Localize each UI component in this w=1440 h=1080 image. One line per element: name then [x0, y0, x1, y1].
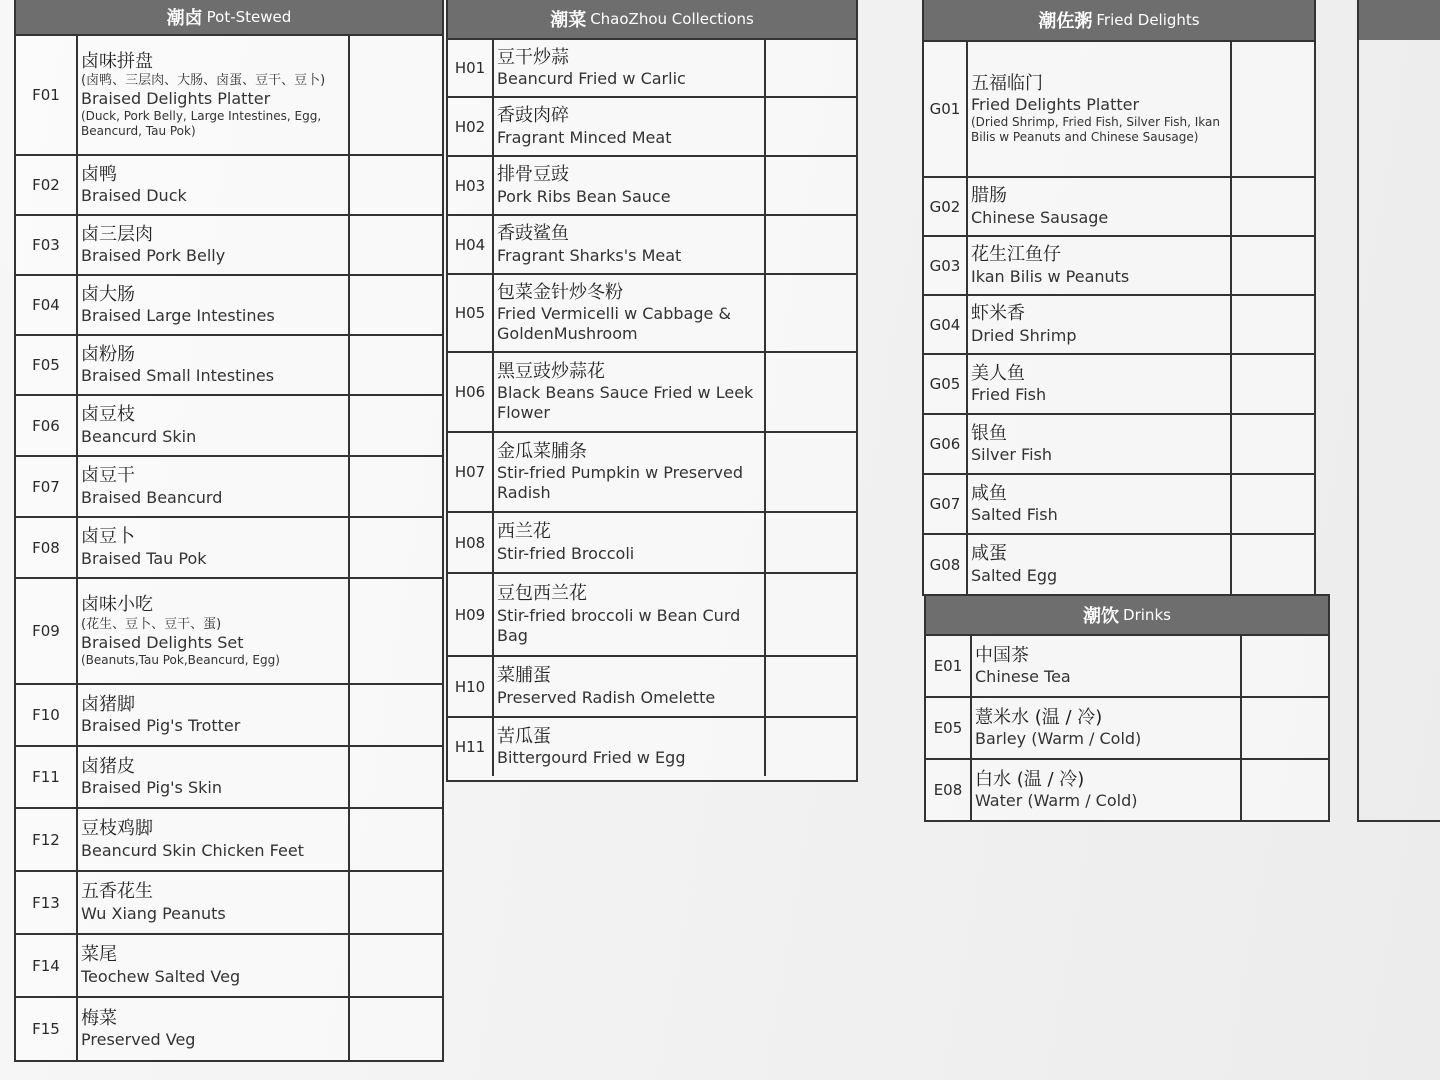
list-item: [448, 351, 856, 431]
item-name-en: Fried Delights Platter: [971, 95, 1140, 115]
section-chaozhou: [446, 0, 858, 782]
item-detail-en: (Beanuts,Tau Pok,Beancurd, Egg): [81, 652, 280, 667]
item-description: [494, 98, 766, 155]
item-name-en: Beancurd Skin: [81, 426, 197, 446]
item-description: [972, 760, 1242, 820]
list-item: [924, 235, 1314, 294]
item-name-en-line2: Radish: [497, 483, 551, 503]
item-code: H04: [448, 216, 494, 273]
quantity-box[interactable]: [350, 579, 442, 683]
item-detail-en: (Duck, Pork Belly, Large Intestines, Egg, Beancurd, Tau Pok): [81, 109, 322, 139]
item-name-zh: 卤三层肉: [81, 223, 153, 245]
list-item: [16, 683, 442, 745]
item-description: [494, 40, 766, 96]
item-name-en-line2: Flower: [497, 403, 550, 423]
section-header-en: Drinks: [1123, 606, 1171, 624]
item-description: [78, 457, 350, 516]
item-description: [78, 518, 350, 577]
item-name-zh: 五福临门: [971, 72, 1043, 94]
quantity-box[interactable]: [766, 718, 856, 776]
section-header: [926, 596, 1328, 634]
item-name-en: Braised Delights Set: [81, 632, 244, 652]
item-code: F05: [16, 336, 78, 394]
list-item: [448, 431, 856, 511]
item-description: [968, 415, 1232, 473]
section-header-en: ChaoZhou Collections: [590, 10, 754, 28]
item-name-zh: 卤豆枝: [81, 404, 135, 426]
item-code: F11: [16, 747, 78, 807]
quantity-box[interactable]: [350, 396, 442, 455]
quantity-box[interactable]: [350, 457, 442, 516]
item-code: G08: [924, 535, 968, 594]
item-name-zh: 卤豆干: [81, 465, 135, 487]
item-description: [494, 513, 766, 572]
quantity-box[interactable]: [766, 353, 856, 431]
section-header-zh: 潮卤: [166, 8, 203, 29]
list-item: [448, 572, 856, 655]
item-name-en: Stir-fried Broccoli: [497, 543, 635, 563]
item-name-en: Fragrant Minced Meat: [497, 127, 672, 147]
item-name-en: Braised Pig's Trotter: [81, 716, 241, 736]
quantity-box[interactable]: [350, 935, 442, 996]
list-item: [926, 696, 1328, 758]
list-item: [448, 511, 856, 572]
item-name-en: Water (Warm / Cold): [975, 791, 1138, 811]
quantity-box[interactable]: [350, 872, 442, 933]
quantity-box[interactable]: [1232, 237, 1314, 294]
section-fried-delights: [922, 0, 1316, 596]
item-name-zh: 卤猪脚: [81, 693, 135, 715]
item-description: [78, 747, 350, 807]
list-item: [448, 155, 856, 214]
list-item: [16, 455, 442, 516]
quantity-box[interactable]: [1242, 636, 1328, 696]
list-item: [16, 334, 442, 394]
quantity-box[interactable]: [766, 98, 856, 155]
quantity-box[interactable]: [1242, 760, 1328, 820]
section-header-en: Fried Delights: [1096, 11, 1200, 29]
list-item: [16, 214, 442, 274]
item-name-en: Pork Ribs Bean Sauce: [497, 186, 671, 206]
item-name-en: Dried Shrimp: [971, 325, 1077, 345]
item-code: F04: [16, 276, 78, 334]
section-header: [1359, 0, 1440, 40]
item-code: F03: [16, 216, 78, 274]
item-name-zh: 黑豆豉炒蒜花: [497, 360, 605, 382]
item-name-zh: 薏米水 (温 / 冷): [975, 706, 1103, 728]
quantity-box[interactable]: [1232, 355, 1314, 413]
item-description: [78, 998, 350, 1060]
list-item: [448, 96, 856, 155]
item-name-en: Braised Pork Belly: [81, 246, 226, 266]
list-item: [448, 273, 856, 351]
item-description: [968, 296, 1232, 353]
quantity-box[interactable]: [766, 574, 856, 655]
item-name-en: Braised Duck: [81, 186, 187, 206]
item-name-en: Beancurd Skin Chicken Feet: [81, 840, 304, 860]
list-item: [924, 413, 1314, 473]
list-item: [16, 933, 442, 996]
item-name-en: Barley (Warm / Cold): [975, 729, 1142, 749]
section-header: [16, 0, 442, 34]
quantity-box[interactable]: [1232, 535, 1314, 594]
item-name-zh: 香豉肉碎: [497, 105, 569, 127]
item-name-en: Fragrant Sharks's Meat: [497, 245, 682, 265]
section-header: [448, 0, 856, 38]
item-name-zh: 花生江鱼仔: [971, 244, 1061, 266]
item-description: [494, 353, 766, 431]
item-description: [78, 396, 350, 455]
item-detail-zh: (花生、豆卜、豆干、蛋): [81, 616, 222, 632]
item-code: H05: [448, 275, 494, 351]
item-description: [968, 237, 1232, 294]
quantity-box[interactable]: [766, 657, 856, 716]
item-name-en: Beancurd Fried w Carlic: [497, 69, 686, 89]
quantity-box[interactable]: [1232, 42, 1314, 176]
item-name-en: Chinese Sausage: [971, 207, 1109, 227]
item-name-en: Ikan Bilis w Peanuts: [971, 266, 1130, 286]
list-item: [16, 394, 442, 455]
item-name-en: Wu Xiang Peanuts: [81, 903, 226, 923]
item-code: F14: [16, 935, 78, 996]
quantity-box[interactable]: [766, 275, 856, 351]
list-item: [924, 353, 1314, 413]
list-item: [16, 577, 442, 683]
item-name-en: Bittergourd Fried w Egg: [497, 748, 686, 768]
item-name-en: Salted Fish: [971, 505, 1058, 525]
item-name-zh: 卤味小吃: [81, 594, 153, 616]
quantity-box[interactable]: [766, 216, 856, 273]
item-description: [494, 275, 766, 351]
item-description: [78, 809, 350, 870]
item-code: F09: [16, 579, 78, 683]
item-description: [968, 42, 1232, 176]
item-code: E08: [926, 760, 972, 820]
item-description: [968, 355, 1232, 413]
list-item: [16, 807, 442, 870]
item-name-en: Stir-fried Pumpkin w Preserved: [497, 463, 743, 483]
item-description: [494, 216, 766, 273]
item-name-en: Braised Small Intestines: [81, 366, 275, 386]
item-list: [926, 634, 1328, 820]
item-name-zh: 卤味拼盘: [81, 50, 153, 72]
quantity-box[interactable]: [1232, 415, 1314, 473]
item-name-en: Black Beans Sauce Fried w Leek: [497, 383, 754, 403]
item-name-zh: 包菜金针炒冬粉: [497, 281, 623, 303]
quantity-box[interactable]: [1232, 296, 1314, 353]
item-name-zh: 虾米香: [971, 303, 1025, 325]
item-name-zh: 五香花生: [81, 881, 153, 903]
item-name-en: Braised Pig's Skin: [81, 778, 222, 798]
item-description: [494, 718, 766, 776]
item-name-en-line2: GoldenMushroom: [497, 324, 638, 344]
item-code: G07: [924, 475, 968, 533]
quantity-box[interactable]: [766, 157, 856, 214]
list-item: [16, 154, 442, 214]
list-item: [448, 716, 856, 776]
item-name-zh: 西兰花: [497, 521, 551, 543]
item-description: [972, 698, 1242, 758]
item-code: H10: [448, 657, 494, 716]
item-code: H09: [448, 574, 494, 655]
item-description: [78, 872, 350, 933]
item-code: F08: [16, 518, 78, 577]
item-name-en: Silver Fish: [971, 445, 1052, 465]
quantity-box[interactable]: [766, 40, 856, 96]
item-name-zh: 豆枝鸡脚: [81, 818, 153, 840]
item-name-en: Preserved Veg: [81, 1030, 196, 1050]
item-description: [494, 574, 766, 655]
quantity-box[interactable]: [350, 156, 442, 214]
item-code: G06: [924, 415, 968, 473]
item-name-en: Braised Delights Platter: [81, 89, 271, 109]
item-description: [78, 36, 350, 154]
quantity-box[interactable]: [350, 809, 442, 870]
item-description: [78, 685, 350, 745]
item-name-zh: 豆干炒蒜: [497, 46, 569, 68]
item-description: [78, 579, 350, 683]
item-description: [968, 475, 1232, 533]
item-code: G04: [924, 296, 968, 353]
item-name-zh: 豆包西兰花: [497, 583, 587, 605]
quantity-box[interactable]: [350, 276, 442, 334]
item-name-en: Chinese Tea: [975, 667, 1071, 687]
item-detail-zh: (卤鸭、三层肉、大肠、卤蛋、豆干、豆卜): [81, 73, 326, 89]
item-description: [968, 535, 1232, 594]
item-code: H07: [448, 433, 494, 511]
quantity-box[interactable]: [1232, 475, 1314, 533]
item-name-zh: 金瓜菜脯条: [497, 440, 587, 462]
item-name-zh: 卤粉肠: [81, 343, 135, 365]
section-header: [924, 0, 1314, 40]
quantity-box[interactable]: [350, 216, 442, 274]
item-code: F15: [16, 998, 78, 1060]
item-name-zh: 香豉鲨鱼: [497, 223, 569, 245]
section-drinks: [924, 594, 1330, 822]
item-name-en: Braised Beancurd: [81, 487, 223, 507]
item-detail-en: (Dried Shrimp, Fried Fish, Silver Fish, Ikan Bilis w Peanuts and Chinese Sausage): [971, 115, 1220, 145]
item-description: [78, 935, 350, 996]
list-item: [16, 745, 442, 807]
list-item: [448, 38, 856, 96]
item-name-en: Fried Vermicelli w Cabbage &: [497, 304, 731, 324]
item-name-zh: 卤大肠: [81, 283, 135, 305]
quantity-box[interactable]: [766, 433, 856, 511]
quantity-box[interactable]: [1232, 178, 1314, 235]
list-item: [448, 655, 856, 716]
item-description: [968, 178, 1232, 235]
list-item: [926, 758, 1328, 820]
item-code: G03: [924, 237, 968, 294]
item-name-zh: 银鱼: [971, 422, 1007, 444]
item-code: H11: [448, 718, 494, 776]
item-name-zh: 菜脯蛋: [497, 665, 551, 687]
item-name-zh: 梅菜: [81, 1007, 117, 1029]
section-header-zh: 潮佐粥: [1038, 11, 1093, 32]
list-item: [16, 274, 442, 334]
item-name-zh: 苦瓜蛋: [497, 725, 551, 747]
item-name-zh: 腊肠: [971, 185, 1007, 207]
item-code: G05: [924, 355, 968, 413]
section-pot-stewed: [14, 0, 444, 1062]
section-header-zh: 潮饮: [1083, 606, 1120, 627]
item-description: [494, 433, 766, 511]
item-name-zh: 咸鱼: [971, 482, 1007, 504]
list-item: [924, 40, 1314, 176]
item-code: H06: [448, 353, 494, 431]
item-name-zh: 卤鸭: [81, 163, 117, 185]
item-list: [448, 38, 856, 776]
section-partial-offscreen: [1357, 0, 1440, 822]
item-description: [78, 276, 350, 334]
item-code: F06: [16, 396, 78, 455]
item-name-en: Fried Fish: [971, 385, 1047, 405]
list-item: [926, 634, 1328, 696]
item-name-zh: 卤猪皮: [81, 755, 135, 777]
item-name-en: Salted Egg: [971, 565, 1058, 585]
list-item: [924, 294, 1314, 353]
quantity-box[interactable]: [1242, 698, 1328, 758]
list-item: [924, 473, 1314, 533]
item-description: [972, 636, 1242, 696]
section-header-en: Pot-Stewed: [206, 8, 292, 26]
list-item: [924, 176, 1314, 235]
quantity-box[interactable]: [350, 685, 442, 745]
quantity-box[interactable]: [350, 36, 442, 154]
item-code: F10: [16, 685, 78, 745]
item-name-zh: 咸蛋: [971, 543, 1007, 565]
list-item: [16, 516, 442, 577]
item-code: G02: [924, 178, 968, 235]
item-name-en: Stir-fried broccoli w Bean Curd Bag: [497, 605, 741, 645]
item-code: F02: [16, 156, 78, 214]
item-code: G01: [924, 42, 968, 176]
item-list: [16, 34, 442, 1060]
item-name-en: Preserved Radish Omelette: [497, 687, 716, 707]
item-code: H01: [448, 40, 494, 96]
item-code: F13: [16, 872, 78, 933]
item-name-en: Teochew Salted Veg: [81, 966, 241, 986]
item-name-en: Braised Large Intestines: [81, 306, 275, 326]
item-list: [924, 40, 1314, 594]
list-item: [924, 533, 1314, 594]
item-code: E01: [926, 636, 972, 696]
item-code: H03: [448, 157, 494, 214]
quantity-box[interactable]: [350, 518, 442, 577]
item-code: F01: [16, 36, 78, 154]
section-header-zh: 潮菜: [550, 10, 587, 31]
item-name-zh: 美人鱼: [971, 362, 1025, 384]
item-name-zh: 排骨豆豉: [497, 164, 569, 186]
item-description: [494, 657, 766, 716]
item-code: F07: [16, 457, 78, 516]
item-name-zh: 白水 (温 / 冷): [975, 768, 1085, 790]
item-description: [78, 156, 350, 214]
item-description: [494, 157, 766, 214]
item-code: H08: [448, 513, 494, 572]
quantity-box[interactable]: [350, 336, 442, 394]
list-item: [16, 870, 442, 933]
quantity-box[interactable]: [350, 998, 442, 1060]
item-code: E05: [926, 698, 972, 758]
item-description: [78, 216, 350, 274]
list-item: [16, 34, 442, 154]
item-description: [78, 336, 350, 394]
item-code: H02: [448, 98, 494, 155]
quantity-box[interactable]: [350, 747, 442, 807]
item-name-zh: 菜尾: [81, 944, 117, 966]
item-name-zh: 卤豆卜: [81, 526, 135, 548]
item-code: F12: [16, 809, 78, 870]
list-item: [16, 996, 442, 1060]
quantity-box[interactable]: [766, 513, 856, 572]
item-name-zh: 中国茶: [975, 644, 1029, 666]
list-item: [448, 214, 856, 273]
item-name-en: Braised Tau Pok: [81, 548, 207, 568]
